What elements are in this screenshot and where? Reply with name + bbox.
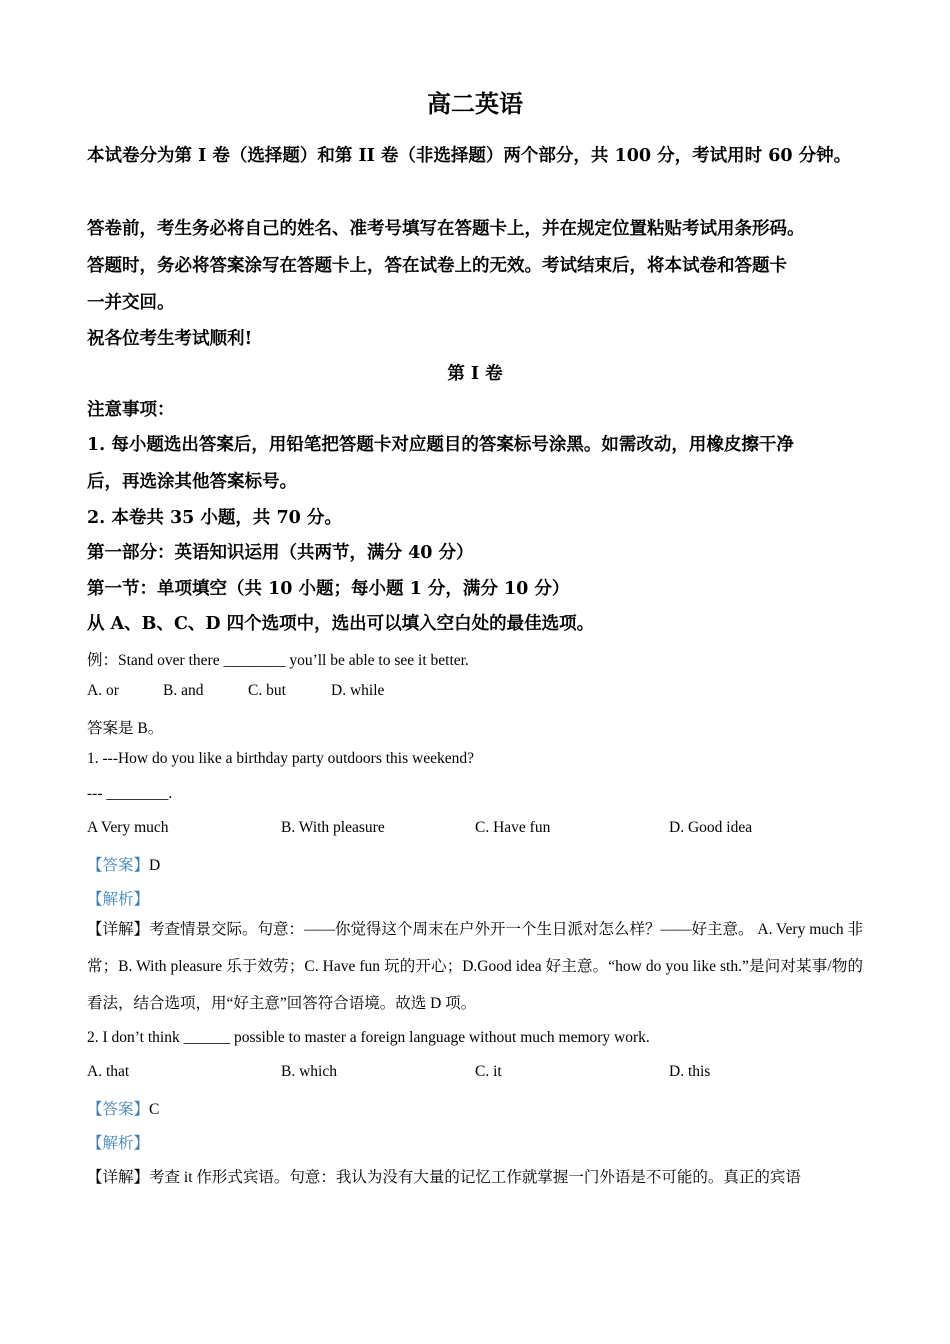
- q2-option-d: D. this: [669, 1063, 711, 1080]
- part-1-heading: 第一部分：英语知识运用（共两节，满分 40 分）: [87, 543, 474, 563]
- notes-item-1-line-2: 后，再选涂其他答案标号。: [87, 472, 297, 492]
- q1-stem: 1. ---How do you like a birthday party outdoors this weekend?: [87, 750, 474, 767]
- q2-answer-tag: 【答案】: [87, 1101, 150, 1118]
- q1-option-c: C. Have fun: [475, 819, 551, 836]
- q1-answer: [87, 853, 867, 875]
- q2-detail-text: 考查 it 作形式宾语。句意：我认为没有大量的记忆工作就掌握一门外语是不可能的。真正的宾语: [149, 1169, 801, 1186]
- q1-option-a: A Very much: [87, 819, 169, 836]
- intro-line-3: 答题时，务必将答案涂写在答题卡上，答在试卷上的无效。考试结束后，将本试卷和答题卡: [87, 256, 787, 276]
- notes-item-2: 2. 本卷共 35 小题，共 70 分。: [87, 508, 342, 528]
- example-option-a: A. or: [87, 682, 119, 699]
- example-option-d: D. while: [331, 682, 385, 699]
- notes-heading: 注意事项：: [87, 400, 175, 420]
- q1-analysis-label: 【解析】: [87, 891, 150, 908]
- q2-detail-tag: 【详解】: [87, 1169, 150, 1186]
- volume-heading: 第 I 卷: [447, 364, 503, 384]
- q2-answer-value: C: [149, 1101, 160, 1118]
- instruction: 从 A、B、C、D 四个选项中，选出可以填入空白处的最佳选项。: [87, 614, 595, 634]
- notes-item-1-line-1: 1. 每小题选出答案后，用铅笔把答题卡对应题目的答案标号涂黑。如需改动，用橡皮擦干净: [87, 435, 794, 455]
- q1-analysis-tag: [87, 887, 867, 909]
- q1-option-d: D. Good idea: [669, 819, 753, 836]
- intro-line-2: 答卷前，考生务必将自己的姓名、准考号填写在答题卡上，并在规定位置粘贴考试用条形码。: [87, 219, 805, 239]
- q2-analysis-label: 【解析】: [87, 1135, 150, 1152]
- q1-stem-reply: --- ________.: [87, 785, 173, 802]
- q2-stem: 2. I don’t think ______ possible to master a foreign language without much memory work.: [87, 1029, 650, 1046]
- q2-option-c: C. it: [475, 1063, 502, 1080]
- q2-option-a: A. that: [87, 1063, 130, 1080]
- intro-line-1: 本试卷分为第 I 卷（选择题）和第 II 卷（非选择题）两个部分，共 100 分，考试用时 60 分钟。: [87, 146, 852, 166]
- q1-answer-tag: 【答案】: [87, 857, 150, 874]
- intro-line-5: 祝各位考生考试顺利!: [87, 329, 253, 349]
- q1-detail: [87, 911, 863, 1022]
- q1-option-b: B. With pleasure: [281, 819, 385, 836]
- q2-option-b: B. which: [281, 1063, 337, 1080]
- q1-answer-value: D: [149, 857, 161, 874]
- section-1-heading: 第一节：单项填空（共 10 小题；每小题 1 分，满分 10 分）: [87, 579, 570, 599]
- q2-analysis-tag: [87, 1131, 867, 1153]
- intro-line-4: 一并交回。: [87, 293, 175, 313]
- q1-detail-tag: 【详解】: [87, 921, 150, 938]
- example-stem: 例：Stand over there ________ you’ll be able to see it better.: [87, 652, 469, 669]
- example-option-c: C. but: [248, 682, 286, 699]
- q2-detail: [87, 1165, 867, 1187]
- q2-answer: [87, 1097, 867, 1119]
- page-title: 高二英语: [427, 89, 523, 118]
- example-answer: 答案是 B。: [87, 720, 164, 737]
- q1-detail-text: 考查情景交际。句意：——你觉得这个周末在户外开一个生日派对怎么样？——好主意。 A. Very much 非常；B. With pleasure 乐于效劳；C. Have fun 玩的开心；D.Good idea 好主意。“how do you like sth.”是问对某事/物的看法，结合选项，用“好主意”回答符合语境。故选 D 项。: [87, 921, 864, 1012]
- example-option-b: B. and: [163, 682, 204, 699]
